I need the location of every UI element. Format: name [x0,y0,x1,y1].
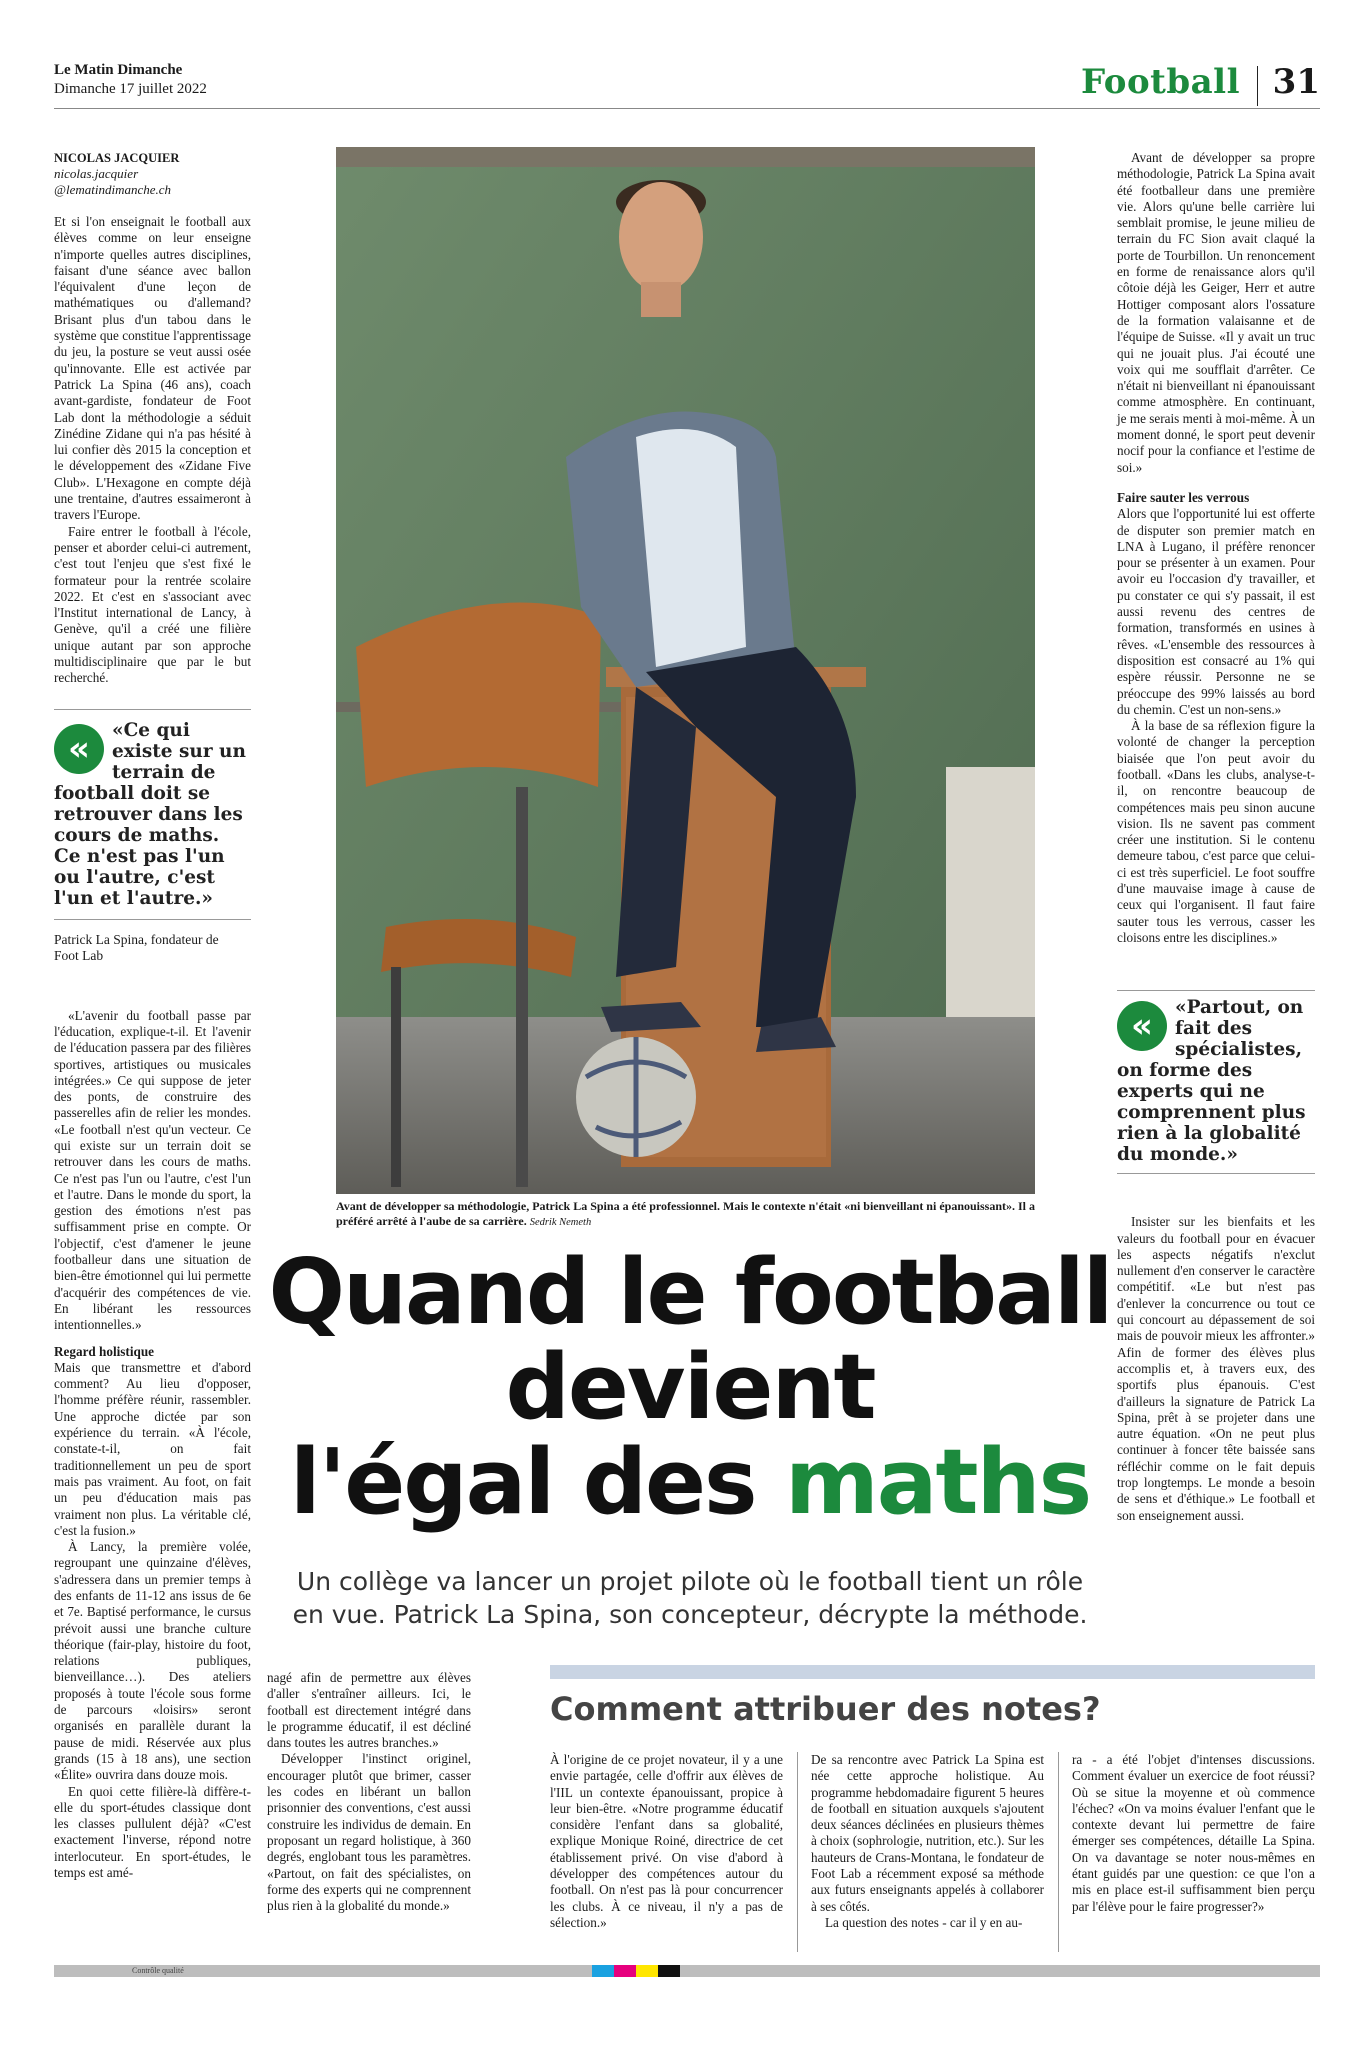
paragraph: Insister sur les bienfaits et les valeurs du football pour en évacuer les aspects négatifs n'exclut nullement d'en conserver le caractère compétitif. «Le but n'est pas d'enlever la concurrence ou tout ce qui concourt au dépassement de soi mais de pouvoir mieux les affronter.» Afin de former des élèves plus accomplis et, à travers eux, des sportifs plus épanouis. C'est d'ailleurs la signature de Patrick La Spina, prêt à se projeter dans une autre équation. «On ne peut plus continuer à foncer tête baissée sans réfléchir comme on le fait depuis trop longtemps. Le monde a besoin de sens et d'éthique.» Le football et son enseignement aussi. [1117,1214,1315,1523]
paragraph: Faire entrer le football à l'école, penser et aborder celui-ci autrement, c'est tout l'enjeu que s'est fixé le formateur pour la rentrée scolaire 2022. Et c'est en s'associant avec l'Institut international de Lancy, à Genève, qu'il a créé une filière unique autant par son approche multidisciplinaire que par le but recherché. [54,523,251,686]
intro-paragraph: Et si l'on enseignait le football aux élèves comme on leur enseigne n'importe quelles autres disciplines, faisant d'une séance avec ballon l'équivalent d'une leçon de mathématiques ou d'allemand? Brisant plus d'un tabou dans le système que constitue l'apprentissage du jeu, la posture se veut aussi osée qu'innovante. Elle est activée par Patrick La Spina (46 ans), coach avant-gardiste, fondateur de Foot Lab dont la méthodologie a séduit Zinédine Zidane qui n'a pas hésité à lui confier dès 2015 la conception et le développement des «Zidane Five Club». L'Hexagone en compte déjà une trentaine, d'autres essaimeront à travers l'Europe. [54,214,251,523]
subheading: Regard holistique [54,1343,155,1359]
yellow-swatch [636,1965,658,1977]
headline-line-2: devient [505,1335,875,1440]
paragraph: Mais que transmettre et d'abord comment? Au lieu d'opposer, l'homme préfère réunir, rassembler. Une approche dictée par son expérience du terrain. «À l'école, constate-t-il, on fait traditionnellement un peu de sport mais pas vraiment. Au foot, on fait un peu d'éducation mais pas vraiment non plus. La véritable clé, c'est la fusion.» [54,1359,251,1538]
magenta-swatch [614,1965,636,1977]
sidebar-box-column-3 [1072,1752,1315,1915]
headline-line-3a: l'égal des [289,1430,756,1535]
page-number: 31 [1272,62,1320,102]
box-paragraph: À l'origine de ce projet novateur, il y a une envie partagée, celle d'offrir aux élèves de l'IIL un contexte épanouissant, propice à leur bien-être. «Notre programme éducatif considère l'enfant dans sa globalité, explique Monique Roiné, directrice de cet établissement privé. On vise d'abord à développer des compétences autour du football. On n'est pas là pour concurrencer les clubs. À ce niveau, il n'y a pas de sélection.» [550,1752,783,1930]
byline-email: nicolas.jacquier [54,166,139,181]
print-control-strip [54,1965,1320,1977]
left-column [54,150,251,1881]
pull-quote [1117,990,1315,1174]
pull-quote-attribution: Patrick La Spina, fondateur de Foot Lab [54,931,219,963]
box-paragraph: De sa rencontre avec Patrick La Spina est née cette approche holistique. Au programme hebdomadaire figurent 5 heures de football en situation auxquels s'ajoutent deux séances déclinées en plusieurs thèmes à choix (sophrologie, nutrition, etc.). Sur les hauteurs de Crans-Montana, le fondateur de Foot Lab a récemment exposé sa méthode aux futurs enseignants appelés à collaborer à ses côtés. [811,1752,1044,1914]
photo-credit: Sedrik Nemeth [529,1217,592,1228]
quality-control-label: Contrôle qualité [132,1966,184,1975]
paragraph: En quoi cette filière-là diffère-t-elle du sport-études classique dont les classes pullulent déjà? «C'est exactement l'inverse, répond notre interlocuteur. En sport-études, le temps est amé- [54,1783,251,1881]
header-divider [1257,66,1258,106]
pull-quote-text: «Partout, on fait des spécialistes, on forme des experts qui ne comprennent plus rien à la globalité du monde.» [1117,997,1306,1166]
byline-name: NICOLAS JACQUIER [54,151,180,165]
quote-icon: « [1117,1001,1167,1051]
headline-accent: maths [784,1430,1091,1535]
quote-icon: « [54,724,104,774]
paragraph: Avant de développer sa propre méthodologie, Patrick La Spina avait été footballeur dans une première vie. Alors qu'une belle carrière lui semblait promise, le jeune milieu de terrain du FC Sion avait claqué la porte de Tourbillon. Un renoncement en forme de renaissance alors qu'il côtoie déjà les Geiger, Herr et autre Hottiger composant alors l'ossature de la formation valaisanne et de l'équipe de Suisse. «Il y avait un truc qui ne jouait plus. J'ai écouté une voix qui me soufflait d'arrêter. Ce n'était ni bienveillant ni épanouissant comme atmosphère. En continuant, je me serais menti à moi-même. À un moment donné, le sport peut devenir nocif pour la confiance et l'estime de soi.» [1117,150,1315,475]
section-title: Football [1081,62,1240,102]
issue-date: Dimanche 17 juillet 2022 [54,81,207,97]
pull-quote [54,709,251,920]
right-column [1117,150,1315,1524]
headline [260,1240,1120,1535]
photo-caption [336,1199,1036,1230]
masthead-rule [54,108,1320,109]
photo-illustration [336,147,1035,1194]
pull-quote-text: «Ce qui existe sur un terrain de football doit se retrouver dans les cours de maths. Ce n'est pas l'un ou l'autre, c'est l'un et l'autre.» [54,719,246,909]
black-swatch [658,1965,680,1977]
box-divider [797,1752,798,1952]
box-paragraph: ra - a été l'objet d'intenses discussions. Comment évaluer un exercice de foot réussi? Où se situe la moyenne et où commence l'échec? «On va moins évaluer l'enfant que le contexte devant lui permettre de faire émerger ses compétences, détaille La Spina. On va davantage se noter nous-mêmes en étant guidés par une question: ce que l'on a mis en place est-il suffisamment bien perçu par l'élève pour le faire progresser?» [1072,1752,1315,1914]
paragraph: Alors que l'opportunité lui est offerte de disputer son premier match en LNA à Lugano, il préfère renoncer pour se présenter à un examen. Pour avoir eu l'occasion d'y travailler, et pu constater ce qui s'y passait, il est aussi revenu des centres de formation, transformés en usines à rêves. «L'ensemble des ressources à disposition est consacré au 1% qui espère réussir. Personne ne se préoccupe des 99% laissés au bord du chemin. C'est un non-sens.» [1117,506,1315,717]
headline-line-1: Quand le football [268,1240,1112,1345]
paragraph: Développer l'instinct originel, encourager plutôt que brimer, casser les codes en libérant un ballon prisonnier des conventions, c'est aussi construire les individus de demain. En proposant un regard holistique, à 360 degrés, englobant tous les paramètres. «Partout, on fait des spécialistes, on forme des experts qui ne comprennent plus rien à la globalité du monde.» [267,1751,471,1914]
caption-text: Avant de développer sa méthodologie, Patrick La Spina a été professionnel. Mais le contexte n'était «ni bienveillant ni épanouissant». Il a préféré arrêté à l'aube de sa carrière. [336,1199,1036,1228]
subheading: Faire sauter les verrous [1117,489,1250,505]
paper-name: Le Matin Dimanche [54,62,183,78]
hero-photo [336,147,1035,1194]
byline-handle: @lematindimanche.ch [54,182,172,197]
masthead [54,62,1320,112]
sidebar-box-column-1 [550,1752,783,1931]
sidebar-box-top-bar [550,1665,1315,1679]
paragraph: «L'avenir du football passe par l'éducation, explique-t-il. Et l'avenir de l'éducation passera par des filières sportives, artistiques ou musicales intégrées.» Ce qui suppose de jeter des ponts, de construire des passerelles afin de relier les mondes. «Le football n'est qu'un vecteur. Ce qui existe sur un terrain doit se retrouver dans les cours de maths. Ce n'est pas l'un ou l'autre, c'est l'un et l'autre. Dans le monde du sport, la gestion des émotions n'est pas suffisamment prise en compte. Or l'objectif, c'est d'amener le jeune footballeur dans une situation de bien-être émotionnel qui lui permette d'acquérir des compétences de vie. En libérant les ressources intentionnelles.» [54,1007,251,1333]
headline-line-3 [260,1430,1120,1535]
cyan-swatch [592,1965,614,1977]
box-paragraph: La question des notes - car il y en au- [825,1914,1023,1930]
paragraph: À la base de sa réflexion figure la volonté de changer la perception biaisée que l'on peut avoir du football. «Dans les clubs, analyse-t-il, on rencontre beaucoup de compétences mais peu sinon aucune vision. Ils ne savent pas comment créer une institution. Si le contenu demeure tabou, c'est parce que celui-ci est très superficiel. Le foot souffre d'une mauvaise image à cause de ceux qui l'organisent. Il faut faire sauter tous les verrous, casser les cloisons entre les disciplines.» [1117,718,1315,945]
lede: Un collège va lancer un projet pilote où le football tient un rôle en vue. Patrick La Spina, son concepteur, décrypte la méthode. [292,1567,1088,1629]
column-2 [267,1670,471,1914]
paragraph: À Lancy, la première volée, regroupant une quinzaine d'élèves, s'adressera dans un premier temps à des enfants de 11-12 ans issus de 6e et 7e. Baptisé performance, le cursus prévoit aussi une branche culture théorique (fair-play, histoire du foot, relations publiques, bienveillance…). Des ateliers proposés à toute l'école sous forme de parcours «loisirs» seront organisés en parallèle durant la pause de midi. Réservée aux plus grands (15 à 18 ans), une section «Élite» ouvrira dans douze mois. [54,1539,251,1783]
paragraph: nagé afin de permettre aux élèves d'aller s'entraîner ailleurs. Ici, le football est directement intégré dans le programme éducatif, il est décliné dans toutes les autres branches.» [267,1670,471,1751]
box-divider [1058,1752,1059,1952]
sidebar-box-column-2 [811,1752,1044,1931]
sidebar-box-title: Comment attribuer des notes? [550,1690,1101,1728]
